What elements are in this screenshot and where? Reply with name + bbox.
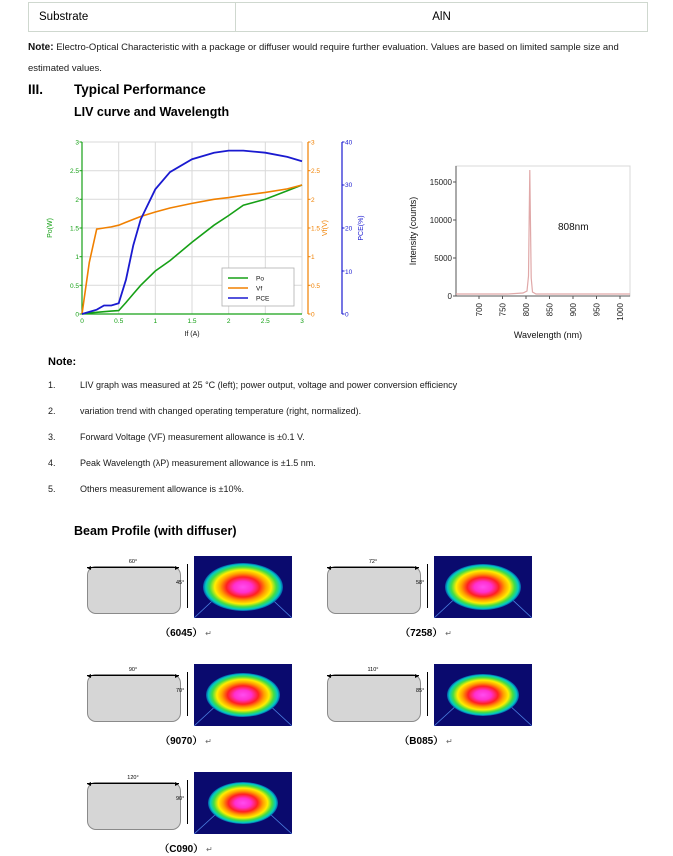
svg-text:0: 0 bbox=[311, 311, 315, 319]
beam-cell-b085 bbox=[310, 660, 560, 747]
svg-text:1.5: 1.5 bbox=[69, 225, 79, 233]
beam-profile-heading: Beam Profile (with diffuser) bbox=[74, 524, 237, 538]
beam-cell-9070 bbox=[70, 660, 320, 747]
svg-text:10000: 10000 bbox=[429, 216, 452, 225]
section-subtitle: LIV curve and Wavelength bbox=[74, 105, 230, 119]
beam-caption-text: （C090） bbox=[159, 844, 204, 855]
svg-text:900: 900 bbox=[569, 303, 578, 317]
beam-heatmap-svg bbox=[194, 664, 292, 726]
svg-text:5000: 5000 bbox=[434, 254, 452, 263]
dimension-line-vertical bbox=[187, 564, 188, 608]
beam-window bbox=[327, 566, 421, 614]
dimension-line-horizontal bbox=[87, 783, 179, 784]
svg-text:2.5: 2.5 bbox=[69, 168, 79, 176]
beam-caption-text: （7258） bbox=[400, 628, 443, 639]
svg-text:0.5: 0.5 bbox=[311, 282, 321, 290]
beam-diffuser-photo bbox=[78, 668, 188, 726]
beam-heatmap bbox=[434, 556, 532, 618]
svg-text:2: 2 bbox=[75, 196, 79, 204]
beam-side-angle-text: 70° bbox=[176, 688, 185, 694]
section-title: Typical Performance bbox=[74, 82, 206, 97]
beam-side-angle-text: 90° bbox=[176, 796, 185, 802]
list-item bbox=[48, 458, 628, 484]
dimension-line-vertical bbox=[427, 672, 428, 716]
dimension-line-vertical bbox=[187, 672, 188, 716]
svg-text:2.5: 2.5 bbox=[260, 318, 270, 325]
beam-profile-grid bbox=[70, 552, 650, 855]
svg-text:0: 0 bbox=[80, 318, 84, 325]
note-paragraph-text: Electro-Optical Characteristic with a package or diffuser would require further evaluation. Values are based on limited sample size and estimated values. bbox=[28, 42, 619, 74]
beam-caption bbox=[318, 624, 534, 639]
svg-text:0: 0 bbox=[75, 311, 79, 319]
svg-text:1: 1 bbox=[153, 318, 158, 325]
beam-side-angle-text: 85° bbox=[416, 688, 425, 694]
beam-caption bbox=[78, 732, 294, 747]
beam-side-angle-label bbox=[416, 564, 430, 608]
beam-window bbox=[87, 674, 181, 722]
beam-cell-c090 bbox=[70, 768, 320, 855]
beam-top-angle-label bbox=[87, 559, 179, 565]
note-paragraph bbox=[28, 38, 648, 78]
section-number: III. bbox=[28, 82, 44, 97]
beam-side-angle-label bbox=[176, 780, 190, 824]
svg-text:2: 2 bbox=[226, 318, 231, 325]
svg-text:10: 10 bbox=[345, 269, 353, 276]
beam-cell-6045 bbox=[70, 552, 320, 639]
beam-window bbox=[87, 782, 181, 830]
dimension-line-horizontal bbox=[87, 567, 179, 568]
beam-top-angle-text: 110° bbox=[367, 667, 379, 673]
svg-text:0: 0 bbox=[447, 292, 452, 301]
beam-heatmap-svg bbox=[194, 556, 292, 618]
note-index: 3. bbox=[48, 432, 56, 442]
beam-heatmap bbox=[434, 664, 532, 726]
beam-heatmap-svg bbox=[194, 772, 292, 834]
peak-annotation: 808nm bbox=[558, 222, 589, 233]
svg-text:Intensity (counts): Intensity (counts) bbox=[408, 196, 418, 266]
beam-diffuser-photo bbox=[78, 560, 188, 618]
beam-window bbox=[87, 566, 181, 614]
beam-window bbox=[327, 674, 421, 722]
beam-heatmap bbox=[194, 556, 292, 618]
dimension-line-horizontal bbox=[87, 675, 179, 676]
beam-top-angle-label bbox=[327, 667, 419, 673]
note-text: Peak Wavelength (λP) measurement allowance is ±1.5 nm. bbox=[80, 458, 316, 468]
list-item bbox=[48, 484, 628, 510]
svg-text:3: 3 bbox=[300, 318, 304, 325]
beam-pair bbox=[318, 660, 534, 728]
wavelength-chart bbox=[398, 158, 648, 358]
beam-top-angle-label bbox=[327, 559, 419, 565]
note-text: variation trend with changed operating temperature (right, normalized). bbox=[80, 406, 362, 416]
beam-pair bbox=[78, 552, 294, 620]
beam-side-angle-label bbox=[176, 564, 190, 608]
beam-pair bbox=[78, 660, 294, 728]
liv-chart bbox=[36, 128, 376, 360]
note-index: 1. bbox=[48, 380, 56, 390]
beam-top-angle-label bbox=[87, 667, 179, 673]
notes-list bbox=[48, 380, 628, 510]
svg-text:700: 700 bbox=[475, 303, 484, 317]
notes-title: Note: bbox=[48, 356, 77, 368]
svg-text:3: 3 bbox=[311, 139, 315, 147]
svg-text:950: 950 bbox=[592, 303, 602, 317]
table-cell-value: AlN bbox=[236, 3, 648, 32]
beam-caption bbox=[78, 840, 294, 855]
svg-text:40: 40 bbox=[345, 139, 353, 147]
beam-caption-text: （B085） bbox=[399, 736, 444, 747]
svg-text:750: 750 bbox=[498, 303, 508, 317]
wavelength-chart-svg bbox=[398, 158, 648, 358]
note-text: LIV graph was measured at 25 °C (left); power output, voltage and power conversion efficiency bbox=[80, 380, 458, 390]
dimension-line-vertical bbox=[187, 780, 188, 824]
beam-caption-text: （9070） bbox=[160, 736, 203, 747]
svg-text:Vf(V): Vf(V) bbox=[322, 220, 329, 236]
list-item bbox=[48, 380, 628, 406]
note-paragraph-lead: Note: bbox=[28, 42, 54, 53]
svg-text:Vf: Vf bbox=[256, 285, 263, 293]
beam-side-angle-text: 45° bbox=[176, 580, 185, 586]
svg-text:0.5: 0.5 bbox=[114, 318, 124, 325]
svg-text:1: 1 bbox=[311, 254, 315, 262]
paragraph-mark-icon: ↵ bbox=[205, 845, 213, 854]
beam-heatmap bbox=[194, 772, 292, 834]
dimension-line-horizontal bbox=[327, 567, 419, 568]
beam-heatmap bbox=[194, 664, 292, 726]
table-cell-label: Substrate bbox=[29, 3, 236, 32]
paragraph-mark-icon: ↵ bbox=[445, 629, 452, 638]
svg-text:15000: 15000 bbox=[429, 178, 452, 187]
svg-text:PCE(%): PCE(%) bbox=[358, 215, 365, 241]
beam-pair bbox=[78, 768, 294, 836]
list-item bbox=[48, 406, 628, 432]
beam-diffuser-photo bbox=[318, 560, 428, 618]
beam-pair bbox=[318, 552, 534, 620]
svg-text:Po(W): Po(W) bbox=[47, 218, 54, 238]
svg-text:Po: Po bbox=[256, 275, 264, 283]
section-heading bbox=[28, 82, 648, 97]
beam-top-angle-text: 72° bbox=[368, 559, 378, 565]
svg-text:Wavelength (nm): Wavelength (nm) bbox=[513, 330, 583, 340]
beam-heatmap-svg bbox=[434, 556, 532, 618]
list-item bbox=[48, 432, 628, 458]
svg-text:1000: 1000 bbox=[616, 303, 625, 321]
paragraph-mark-icon: ↵ bbox=[205, 737, 212, 746]
svg-text:2: 2 bbox=[311, 196, 315, 204]
svg-text:1.5: 1.5 bbox=[187, 318, 197, 325]
dimension-line-horizontal bbox=[327, 675, 419, 676]
note-index: 5. bbox=[48, 484, 56, 494]
svg-text:1: 1 bbox=[75, 254, 79, 262]
svg-text:1.5: 1.5 bbox=[311, 225, 321, 233]
svg-text:850: 850 bbox=[545, 303, 555, 317]
note-text: Forward Voltage (VF) measurement allowance is ±0.1 V. bbox=[80, 432, 305, 442]
beam-caption-text: （6045） bbox=[160, 628, 203, 639]
liv-chart-svg bbox=[36, 128, 376, 360]
note-text: Others measurement allowance is ±10%. bbox=[80, 484, 245, 494]
svg-text:0: 0 bbox=[345, 311, 349, 319]
svg-text:PCE: PCE bbox=[256, 295, 270, 303]
beam-top-angle-label bbox=[87, 775, 179, 781]
dimension-line-vertical bbox=[427, 564, 428, 608]
svg-text:3: 3 bbox=[75, 139, 79, 147]
beam-heatmap-svg bbox=[434, 664, 532, 726]
beam-cell-7258 bbox=[310, 552, 560, 639]
substrate-table bbox=[28, 2, 648, 32]
svg-text:2.5: 2.5 bbox=[311, 168, 321, 176]
beam-top-angle-text: 90° bbox=[128, 667, 138, 673]
beam-diffuser-photo bbox=[318, 668, 428, 726]
beam-caption bbox=[78, 624, 294, 639]
note-index: 2. bbox=[48, 406, 56, 416]
beam-top-angle-text: 120° bbox=[127, 775, 139, 781]
paragraph-mark-icon: ↵ bbox=[205, 629, 212, 638]
svg-text:30: 30 bbox=[345, 182, 353, 189]
paragraph-mark-icon: ↵ bbox=[445, 737, 453, 746]
beam-side-angle-text: 58° bbox=[416, 580, 425, 586]
svg-text:800: 800 bbox=[522, 303, 531, 317]
beam-side-angle-label bbox=[416, 672, 430, 716]
note-index: 4. bbox=[48, 458, 56, 468]
svg-text:0.5: 0.5 bbox=[69, 282, 79, 290]
beam-diffuser-photo bbox=[78, 776, 188, 834]
beam-top-angle-text: 60° bbox=[128, 559, 138, 565]
svg-text:If (A): If (A) bbox=[184, 331, 200, 338]
beam-side-angle-label bbox=[176, 672, 190, 716]
beam-caption bbox=[318, 732, 534, 747]
table-row bbox=[29, 3, 648, 32]
svg-text:20: 20 bbox=[345, 225, 353, 233]
